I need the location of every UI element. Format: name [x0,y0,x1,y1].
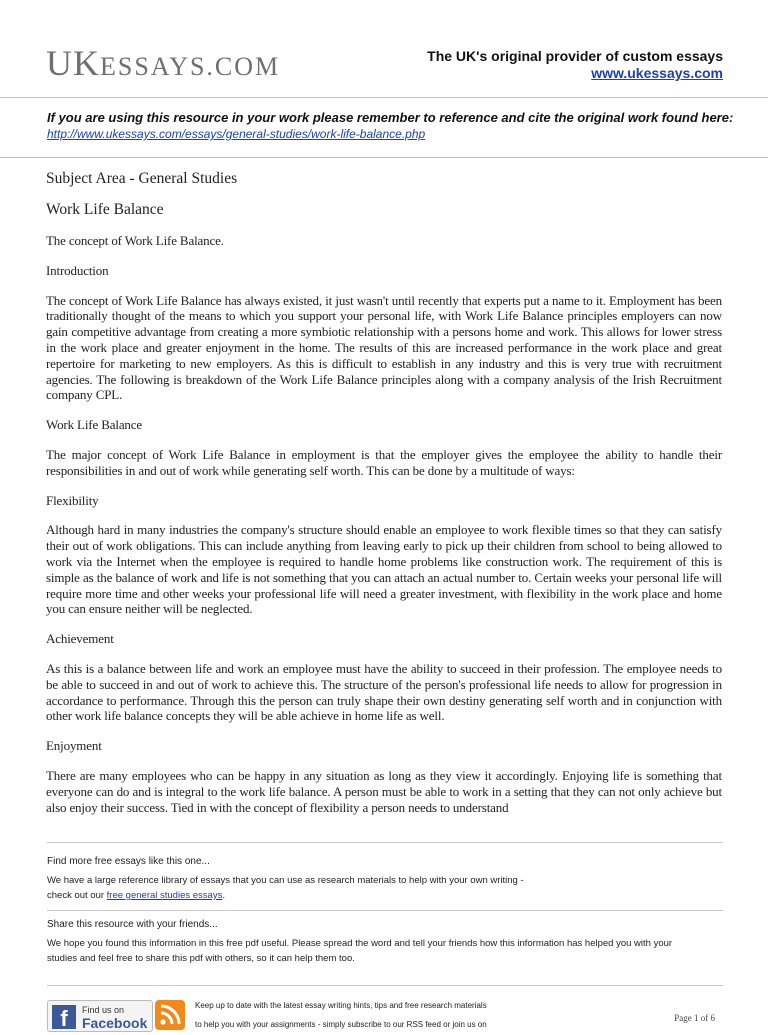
header-tagline [427,48,723,81]
find-more-suffix: . [222,890,225,901]
share-line: studies and feel free to share this pdf with others, so it can help them too. [47,953,355,964]
share-line: We hope you found this information in this free pdf useful. Please spread the word and tell your friends how this information has helped you with your [47,938,673,949]
rss-icon [155,1000,185,1030]
find-more-line: We have a large reference library of essays that you can use as research materials to help with your own writing - [47,875,524,886]
section-heading: Enjoyment [46,738,102,754]
rss-promo-line: Keep up to date with the latest essay writing hints, tips and free research materials [195,1001,487,1010]
section-heading: Work Life Balance [46,417,143,433]
logo-rest: ESSAYS.COM [100,52,281,81]
site-url-link[interactable]: www.ukessays.com [591,65,723,81]
footer-divider [47,985,723,986]
share-heading: Share this resource with your friends... [47,919,218,930]
free-essays-link[interactable]: free general studies essays [106,890,223,901]
essay-paragraph: As this is a balance between life and work an employee must have the ability to succeed in their profession. The employee needs to be able to succeed in and out of work to achieve this. The structure of the person's professional life needs to allow for progression in accordance to performance. Through this the person can truly shape their own destiny generating self worth and in conjunction with other work life balance concepts they will be able achieve in home life as well. [46,660,722,724]
footer-divider [47,910,723,911]
essay-paragraph: There are many employees who can be happy in any situation as long as they view it accordingly. Enjoying life is something that everyone can do and is integral to the work life balance. A person must be able to work in a setting that they can not only achieve but also enjoy their success. Tied in with the concept of flexibility a person needs to understand [46,767,722,815]
essay-content [46,170,722,829]
citation-divider [0,157,768,158]
rss-promo-line: to help you with your assignments - simply subscribe to our RSS feed or join us on [195,1020,487,1029]
find-more-section [47,856,723,903]
find-more-prefix: check out our [47,890,107,901]
facebook-icon: f [52,1005,76,1029]
facebook-button[interactable] [47,1000,153,1032]
essay-title: Work Life Balance [46,201,164,218]
rss-button[interactable] [155,1000,185,1030]
footer-divider [47,842,723,843]
find-more-line-2 [47,888,723,903]
essay-block: The concept of Work Life Balance. [46,233,224,248]
facebook-small-label: Find us on [82,1005,125,1015]
tagline-text: The UK's original provider of custom essays [427,48,723,64]
citation-notice: If you are using this resource in your work please remember to reference and cite the original work found here: [47,110,734,125]
citation-url-link[interactable]: http://www.ukessays.com/essays/general-studies/work-life-balance.php [47,127,426,141]
rss-promo-text [195,996,515,1034]
share-section [47,919,723,966]
facebook-label: Facebook [82,1015,148,1031]
page-number: Page 1 of 6 [674,1013,715,1023]
essay-paragraph: Although hard in many industries the company's structure should enable an employee to work flexible times so that they can satisfy their out of work obligations. This can include anything from leaving early to pick up their children from school to being allowed to work via the Internet when the employee is required to handle home problems like construction work. The requirement of this is simple as the balance of work and life is not something that you can attach an actual number to. Certain weeks your personal life will require more time and other weeks your professional life will need a greater investment, with flexibility in the work place and home you can ensure neither will be neglected. [46,522,722,617]
header-divider [0,97,768,98]
essay-paragraph: The concept of Work Life Balance has always existed, it just wasn't until recently that experts put a name to it. Employment has been traditionally thought of the means to which you support your personal life, with Work Life Balance principles employers can now gain competitive advantage from creating a more symbiotic relationship with a persons home and work. This allows for lower stress in the work place and greater enjoyment in the home. The results of this are increased performance in the work place and great repertoire for marketing to new employers. As this is difficult to establish in any industry and this is very true with recruitment agencies. The following is breakdown of the Work Life Balance principles along with a company analysis of the Irish Recruitment company CPL. [46,292,722,403]
find-more-heading: Find more free essays like this one... [47,856,210,867]
section-heading: Achievement [46,631,114,647]
section-heading: Introduction [46,262,109,278]
citation-box [47,110,737,141]
site-logo[interactable] [46,42,280,84]
section-heading: Flexibility [46,492,99,508]
logo-uk: UK [46,43,100,83]
subject-area-heading: Subject Area - General Studies [46,170,238,187]
essay-paragraph: The major concept of Work Life Balance in employment is that the employer gives the employee the ability to handle their responsibilities in and out of work while generating self worth. This can be done by a multitude of ways: [46,446,722,478]
